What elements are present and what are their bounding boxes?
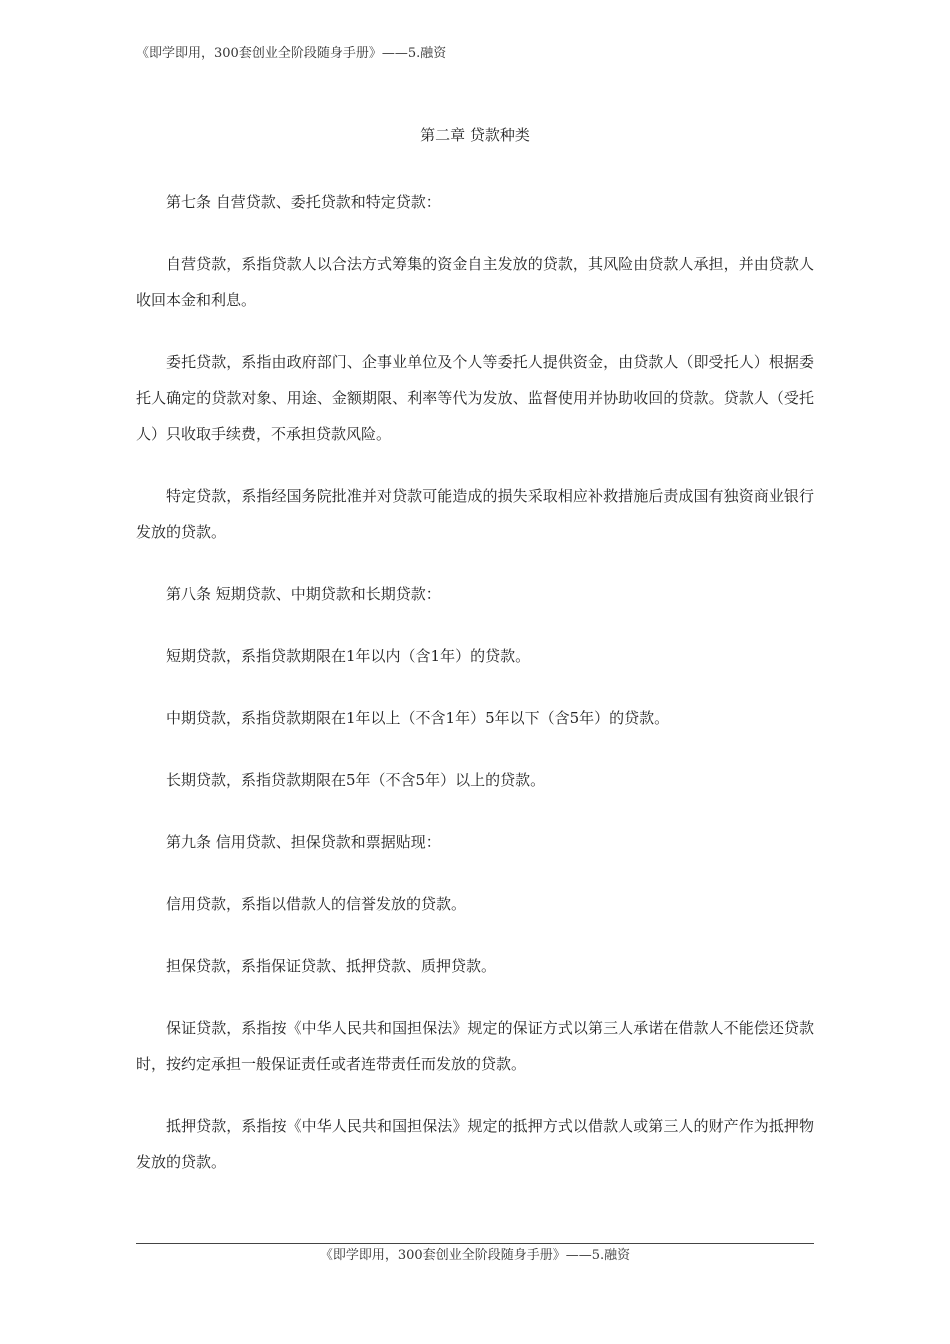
footer-divider bbox=[136, 1243, 814, 1244]
paragraph-medium-term-loan: 中期贷款，系指贷款期限在1年以上（不含1年）5年以下（含5年）的贷款。 bbox=[166, 709, 670, 727]
paragraph-secured-loan: 担保贷款，系指保证贷款、抵押贷款、质押贷款。 bbox=[166, 957, 497, 975]
paragraph-mortgage-loan: 抵押贷款，系指按《中华人民共和国担保法》规定的抵押方式以借款人或第三人的财产作为抵押物发放的贷款。 bbox=[136, 1117, 814, 1171]
paragraph-credit-loan: 信用贷款，系指以借款人的信誉发放的贷款。 bbox=[166, 895, 467, 913]
paragraph-long-term-loan: 长期贷款，系指贷款期限在5年（不含5年）以上的贷款。 bbox=[166, 771, 546, 789]
paragraph-self-operated-loan: 自营贷款，系指贷款人以合法方式筹集的资金自主发放的贷款，其风险由贷款人承担，并由贷款人收回本金和利息。 bbox=[136, 255, 814, 309]
chapter-title: 第二章 贷款种类 bbox=[420, 126, 530, 144]
paragraph-specific-loan: 特定贷款，系指经国务院批准并对贷款可能造成的损失采取相应补救措施后责成国有独资商业银行发放的贷款。 bbox=[136, 487, 814, 541]
page-header: 《即学即用，300套创业全阶段随身手册》——5.融资 bbox=[136, 46, 447, 61]
paragraph-guaranteed-loan: 保证贷款，系指按《中华人民共和国担保法》规定的保证方式以第三人承诺在借款人不能偿还贷款时，按约定承担一般保证责任或者连带责任而发放的贷款。 bbox=[136, 1019, 814, 1073]
article-9-heading: 第九条 信用贷款、担保贷款和票据贴现： bbox=[166, 833, 441, 851]
page-footer: 《即学即用，300套创业全阶段随身手册》——5.融资 bbox=[319, 1248, 631, 1263]
article-7-heading: 第七条 自营贷款、委托贷款和特定贷款： bbox=[166, 193, 441, 211]
paragraph-short-term-loan: 短期贷款，系指贷款期限在1年以内（含1年）的贷款。 bbox=[166, 647, 531, 665]
paragraph-entrusted-loan: 委托贷款，系指由政府部门、企事业单位及个人等委托人提供资金，由贷款人（即受托人）根据委托人确定的贷款对象、用途、金额期限、利率等代为发放、监督使用并协助收回的贷款。贷款人（受托人）只收取手续费，不承担贷款风险。 bbox=[136, 353, 814, 443]
article-8-heading: 第八条 短期贷款、中期贷款和长期贷款： bbox=[166, 585, 441, 603]
document-body bbox=[136, 184, 814, 1206]
